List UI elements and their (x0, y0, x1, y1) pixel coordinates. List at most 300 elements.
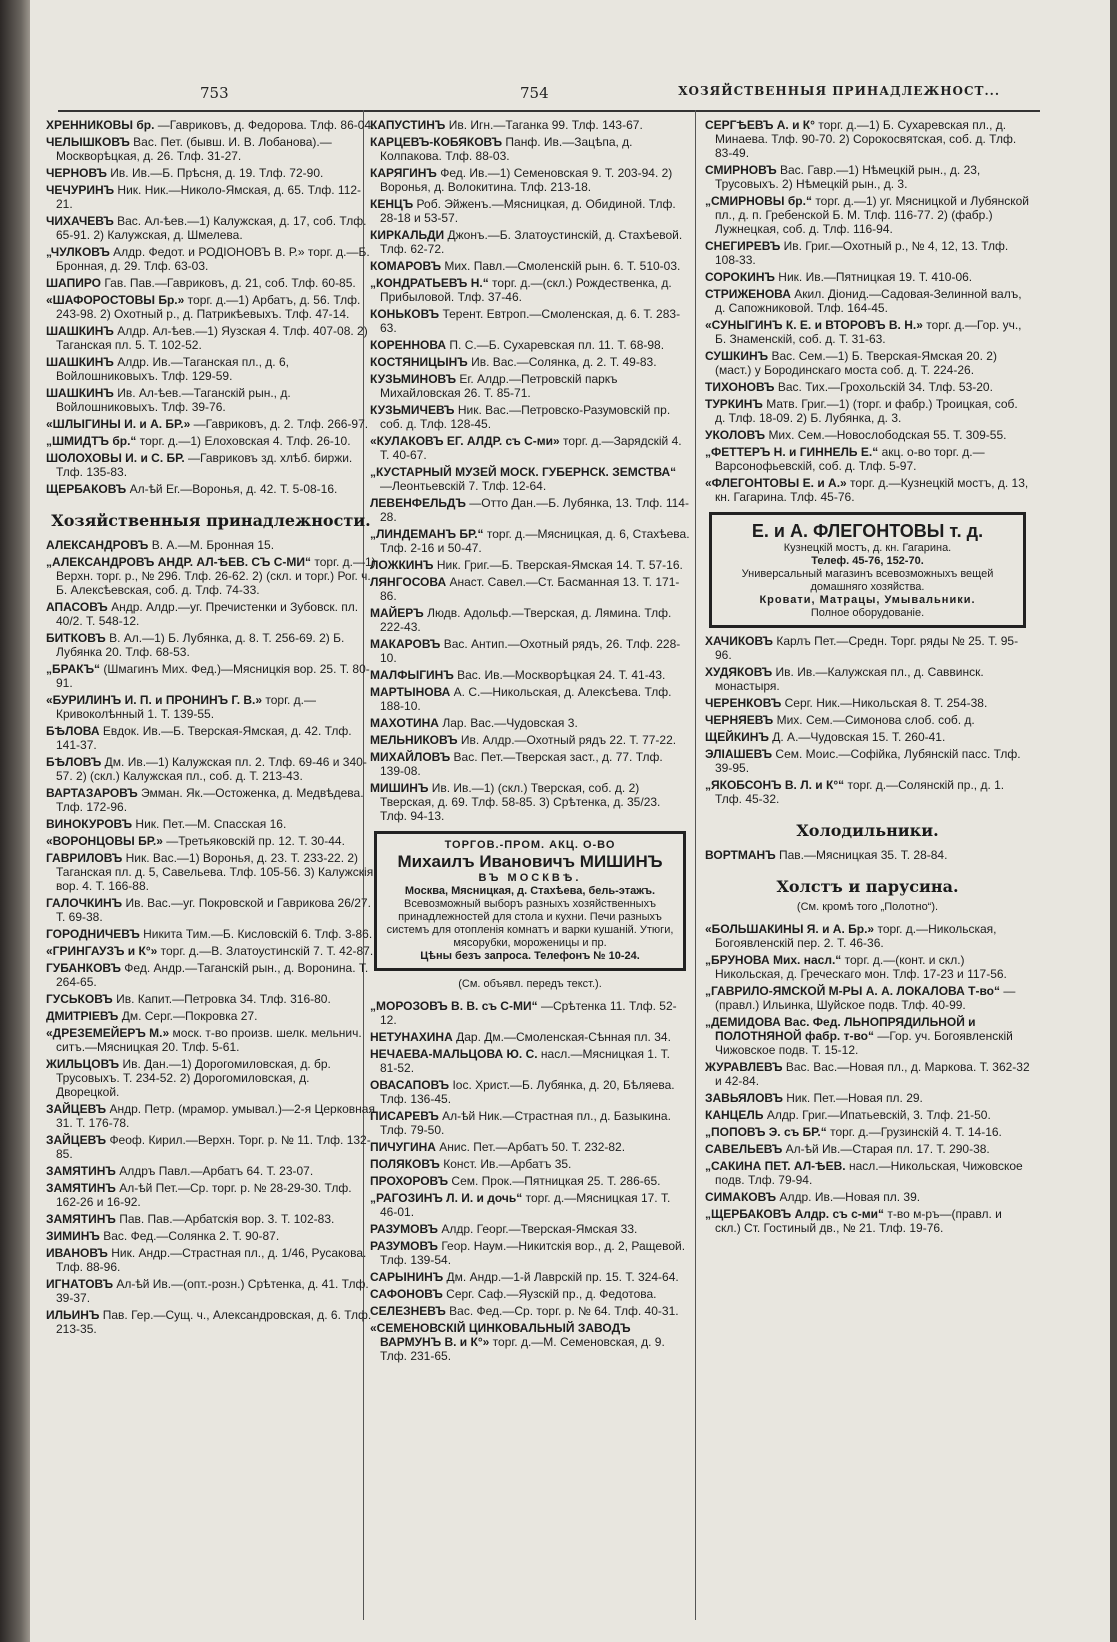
entry-name: МАКАРОВЪ (370, 637, 441, 651)
entry-name: „ШМИДТЪ бр.“ (46, 434, 137, 448)
ad-tagline: Полное оборудованіе. (810, 607, 925, 619)
directory-entry (46, 1009, 376, 1023)
entry-name: СТРИЖЕНОВА (705, 287, 791, 301)
advertisement-box (374, 831, 686, 971)
directory-entry (705, 318, 1030, 346)
directory-entry (705, 713, 1030, 727)
directory-entry (370, 1239, 690, 1267)
entry-details: Геор. Наум.—Никитскія вор., д. 2, Ращевой. Тлф. 139-54. (380, 1239, 686, 1267)
entry-name: «СЕМЕНОВСКІЙ ЦИНКОВАЛЬНЫЙ ЗАВОДЪ ВАРМУНЪ В. и К°» (370, 1321, 631, 1349)
entry-details: Вас. Тих.—Грохольскій 34. Тлф. 53-20. (777, 380, 993, 394)
directory-entry (46, 451, 376, 479)
entry-details: Ив. Ив.—1) (скл.) Тверская, соб. д. 2) Тверская, д. 69. Тлф. 58-85. 3) Срѣтенка, д. 35/23. Тлф. 94-13. (380, 781, 661, 823)
entry-name: «ГРИНГАУЗЪ и К°» (46, 944, 158, 958)
entry-name: КУЗЬМИЧЕВЪ (370, 403, 455, 417)
directory-entry (705, 747, 1030, 775)
directory-entry (705, 194, 1030, 236)
entry-name: ВИНОКУРОВЪ (46, 817, 133, 831)
entry-name: МАЙЕРЪ (370, 606, 424, 620)
directory-entry (705, 922, 1030, 950)
entry-details: Дм. Ив.—1) Калужская пл. 2. Тлф. 69-46 и 340-57. 2) (скл.) Калужская пл., соб. д. Т. 213-43. (56, 755, 367, 783)
entry-name: ГАЛОЧКИНЪ (46, 896, 123, 910)
directory-entry (46, 724, 376, 752)
entry-details: торг. д.—Мясницкая, д. 6, Стахѣева. Тлф. 2-16 и 50-47. (380, 527, 690, 555)
entry-name: ЛЕВЕНФЕЛЬДЪ (370, 496, 466, 510)
entry-details: Карлъ Пет.—Средн. Торг. ряды № 25. Т. 95-96. (715, 634, 1019, 662)
directory-entry (705, 1125, 1030, 1139)
directory-entry (46, 214, 376, 242)
entries-list (46, 538, 376, 1336)
entry-name: МИШИНЪ (370, 781, 429, 795)
directory-entry (705, 118, 1030, 160)
directory-entry (370, 496, 690, 524)
directory-entry (46, 992, 376, 1006)
directory-entry (370, 1191, 690, 1219)
header-rule (58, 110, 1040, 112)
entry-name: СИМАКОВЪ (705, 1190, 777, 1204)
entry-details: торг. д.—(скл.) Рождественка, д. Прибыловой. Тлф. 37-46. (380, 276, 672, 304)
entry-name: „ДЕМИДОВА Вас. Фед. ЛЬНОПРЯДИЛЬНОЙ и ПОЛОТНЯНОЙ фабр. т-во“ (705, 1015, 976, 1043)
entry-name: „МОРОЗОВЪ В. В. съ С-МИ“ (370, 999, 538, 1013)
entry-details: Алдр. Ив.—Новая пл. 39. (779, 1190, 921, 1204)
entry-name: БИТКОВЪ (46, 631, 106, 645)
entry-details: торг. д.—Мясницкая 17. Т. 46-01. (380, 1191, 671, 1219)
ad-description: Всевозможный выборъ разныхъ хозяйственныхъ принадлежностей для стола и кухни. Печи разныхъ системъ для отопленія комнатъ и варки кушаній. Утюги, мясорубки, мороженицы и пр. (386, 898, 674, 949)
entry-details: Ал-ѣй Ег.—Воронья, д. 42. Т. 5-08-16. (129, 482, 338, 496)
entry-details: Ив. Алдр.—Охотный рядъ 22. Т. 77-22. (460, 733, 677, 747)
entry-details: Сем. Моис.—Софійка, Лубянскій пасс. Тлф. 39-95. (715, 747, 1021, 775)
entry-name: КАРЯГИНЪ (370, 166, 437, 180)
entry-name: „КУСТАРНЫЙ МУЗЕЙ МОСК. ГУБЕРНСК. ЗЕМСТВА“ (370, 465, 677, 479)
entry-name: „АЛЕКСАНДРОВЪ АНДР. АЛ-ѢЕВ. СЪ С-МИ“ (46, 555, 311, 569)
directory-entry (46, 417, 376, 431)
entry-name: КОСТЯНИЦЫНЪ (370, 355, 468, 369)
entry-details: торг. д.—Гор. уч., Б. Знаменскій, соб. д. Т. 31-63. (715, 318, 1022, 346)
entry-details: В. Ал.—1) Б. Лубянка, д. 8. Т. 256-69. 2) Б. Лубянка 20. Тлф. 68-53. (56, 631, 345, 659)
directory-entry (46, 927, 376, 941)
column-3 (705, 118, 1030, 1618)
entry-name: „ЯКОБСОНЪ В. Л. и К°“ (705, 778, 845, 792)
entry-details: —Леонтьевскій 7. Тлф. 12-64. (380, 479, 547, 493)
entry-name: ХУДЯКОВЪ (705, 665, 773, 679)
directory-entry (370, 1222, 690, 1236)
entry-details: —Гавриковъ зд. хлѣб. биржи. Тлф. 135-83. (56, 451, 353, 479)
entry-details: Ал-ѣй Пет.—Ср. торг. р. № 28-29-30. Тлф. 162-26 и 16-92. (56, 1181, 352, 1209)
entry-details: Алдр. Ал-ѣев.—1) Яузская 4. Тлф. 407-08. 2) Таганская пл. 5. Т. 102-52. (56, 324, 368, 352)
entry-details: Вас. Ал-ѣев.—1) Калужская, д. 17, соб. Тлф. 65-91. 2) Калужская, д. Шмелева. (56, 214, 367, 242)
entry-name: ЗАЙЦЕВЪ (46, 1102, 107, 1116)
entry-name: «ШАФОРОСТОВЫ Бр.» (46, 293, 185, 307)
entry-details: т-во м-ръ—(правл. и скл.) Ст. Гостиный дв., № 21. Тлф. 19-76. (715, 1207, 1002, 1235)
entry-name: ПРОХОРОВЪ (370, 1174, 449, 1188)
entry-details: Андр. Петр. (мрамор. умывал.)—2-я Церковная 31. Т. 176-78. (56, 1102, 375, 1130)
entry-name: «ШЛЫГИНЫ И. и А. БР.» (46, 417, 191, 431)
entry-details: Джонъ.—Б. Златоустинскій, д. Стахѣевой. Тлф. 62-72. (380, 228, 683, 256)
directory-entry (705, 1091, 1030, 1105)
entry-name: «ДРЕЗЕМЕЙЕРЪ М.» (46, 1026, 170, 1040)
ad-company-type: ТОРГОВ.-ПРОМ. АКЦ. О-ВО (444, 839, 616, 851)
directory-entry (370, 575, 690, 603)
entry-details: Ник. Пет.—М. Спасская 16. (135, 817, 287, 831)
entry-name: „КОНДРАТЬЕВЪ Н.“ (370, 276, 489, 290)
directory-entry (46, 293, 376, 321)
entry-details: Вас. Пет.—Тверская заст., д. 77. Тлф. 139-08. (380, 750, 663, 778)
entry-name: «ВОРОНЦОВЫ БР.» (46, 834, 163, 848)
entry-details: Евдок. Ив.—Б. Тверская-Ямская, д. 42. Тлф. 141-37. (56, 724, 352, 752)
entry-name: ПИЧУГИНА (370, 1140, 436, 1154)
entry-details: Ив. Григ.—Охотный р., № 4, 12, 13. Тлф. 108-33. (715, 239, 1009, 267)
entry-details: торг. д.—1) Елоховская 4. Тлф. 26-10. (139, 434, 351, 448)
directory-entry (705, 778, 1030, 806)
directory-entry (370, 558, 690, 572)
entry-details: Вас. Фед.—Ср. торг. р. № 64. Тлф. 40-31. (449, 1304, 679, 1318)
entry-details: торг. д.—Зарядскій 4. Т. 40-67. (380, 434, 682, 462)
entry-name: СЕРГѢЕВЪ А. и К° (705, 118, 815, 132)
ad-address: Москва, Мясницкая, д. Стахѣева, бель-этажъ. (404, 885, 656, 897)
directory-entry (705, 696, 1030, 710)
entry-details: Мих. Павл.—Смоленскій рын. 6. Т. 510-03. (444, 259, 681, 273)
directory-entry (370, 1321, 690, 1363)
entry-details: Ник. Пет.—Новая пл. 29. (786, 1091, 923, 1105)
entry-name: ГУБАНКОВЪ (46, 961, 121, 975)
entry-name: ЗАВЬЯЛОВЪ (705, 1091, 783, 1105)
entry-name: ИГНАТОВЪ (46, 1277, 114, 1291)
entry-name: ПИСАРЕВЪ (370, 1109, 439, 1123)
entry-name: „ГАВРИЛО-ЯМСКОЙ М-РЫ А. А. ЛОКАЛОВА Т-во“ (705, 984, 1000, 998)
entry-details: Пав.—Мясницкая 35. Т. 28-84. (778, 848, 948, 862)
entry-details: А. С.—Никольская, д. Алексѣева. Тлф. 188-10. (380, 685, 672, 713)
entry-name: ЗАМЯТИНЪ (46, 1212, 116, 1226)
entry-details: Акил. Діонид.—Садовая-Зелинной валъ, д. Сапожниковой. Тлф. 164-45. (715, 287, 1022, 315)
directory-entry (370, 259, 690, 273)
entry-details: торг. д.—Кривоколѣнный 1. Т. 139-55. (56, 693, 317, 721)
entry-name: ШАШКИНЪ (46, 324, 114, 338)
directory-entry (705, 730, 1030, 744)
column-divider (695, 110, 696, 1620)
entry-details: Вас. Пет. (бывш. И. В. Лобанова).—Москворѣцкая, д. 26. Тлф. 31-27. (56, 135, 332, 163)
book-gutter (0, 0, 30, 1642)
entry-details: Ив. Капит.—Петровка 34. Тлф. 316-80. (116, 992, 331, 1006)
entry-details: торг. д.—1) Верхн. торг. р., № 296. Тлф. 26-62. 2) (скл. и торг.) Рог. ч., Б. Алексѣевская, соб. д. Тлф. 74-33. (56, 555, 376, 597)
entry-details: Андр. Алдр.—уг. Пречистенки и Зубовск. пл. 40/2. Т. 548-12. (56, 600, 359, 628)
entry-details: Никита Тим.—Б. Кисловскій 6. Тлф. 3-86. (143, 927, 373, 941)
entry-name: СЕЛЕЗНЕВЪ (370, 1304, 446, 1318)
directory-entry (370, 1270, 690, 1284)
entries-list (705, 922, 1030, 1235)
entry-name: „САКИНА ПЕТ. АЛ-ѢЕВ. (705, 1159, 846, 1173)
entry-name: ЗАМЯТИНЪ (46, 1164, 116, 1178)
directory-entry (370, 1109, 690, 1137)
entry-name: ЛОЖКИНЪ (370, 558, 434, 572)
directory-entry (705, 287, 1030, 315)
entry-name: „РАГОЗИНЪ Л. И. и дочь“ (370, 1191, 523, 1205)
entry-name: РАЗУМОВЪ (370, 1222, 438, 1236)
entry-details: Вас. Фед.—Солянка 2. Т. 90-87. (103, 1229, 280, 1243)
directory-entry (370, 1174, 690, 1188)
entry-name: ГУСЬКОВЪ (46, 992, 113, 1006)
directory-entry (705, 1108, 1030, 1122)
page-number-left: 753 (200, 84, 229, 102)
directory-entry (370, 716, 690, 730)
entry-name: ЧЕРНОВЪ (46, 166, 107, 180)
entry-details: Вас. Гавр.—1) Нѣмецкій рын., д. 23, Трусовыхъ. 2) Нѣмецкій рын., д. 3. (715, 163, 981, 191)
entry-name: КУЗЬМИНОВЪ (370, 372, 457, 386)
ad-phone: Цѣны безъ запроса. Телефонъ № 10-24. (420, 950, 640, 962)
directory-entry (46, 944, 376, 958)
entry-details: Панф. Ив.—Зацѣпа, д. Колпакова. Тлф. 88-03. (380, 135, 633, 163)
directory-entry (705, 665, 1030, 693)
entry-name: „ЩЕРБАКОВЪ Алдр. съ с-ми“ (705, 1207, 884, 1221)
entry-name: ЧЕРНЯЕВЪ (705, 713, 774, 727)
entry-details: Вас. Антип.—Охотный рядъ, 26. Тлф. 228-10. (380, 637, 681, 665)
column-1 (46, 118, 376, 1618)
entry-details: Ив. Ал-ѣев.—Таганскій рын., д. Войлошниковыхъ. Тлф. 39-76. (56, 386, 291, 414)
see-note: (См. объявл. передъ текст.). (458, 978, 602, 990)
entry-name: САРЫНИНЪ (370, 1270, 444, 1284)
entry-details: Д. А.—Чудовская 15. Т. 260-41. (772, 730, 946, 744)
entries-list (370, 999, 690, 1363)
entry-details: торг. д.—1) Б. Сухаревская пл., д. Минаева. Тлф. 90-70. 2) Сорокосвятская, соб. д. Тлф. 83-49. (715, 118, 1017, 160)
directory-entry (705, 239, 1030, 267)
entry-details: —Третьяковскій пр. 12. Т. 30-44. (166, 834, 345, 848)
entry-name: ЭЛІАШЕВЪ (705, 747, 773, 761)
section-heading: Холстъ и парусина. (776, 877, 959, 896)
directory-entry (705, 1015, 1030, 1057)
entry-details: Мих. Сем.—Новослободская 55. Т. 309-55. (768, 428, 1007, 442)
entry-details: торг. д.—Никольская, Богоявленскій пер. 2. Т. 46-36. (715, 922, 997, 950)
entry-details: Терент. Евтроп.—Смоленская, д. 6. Т. 283-63. (380, 307, 681, 335)
directory-entry (46, 786, 376, 814)
directory-entry (370, 606, 690, 634)
directory-entry (370, 1157, 690, 1171)
section-note: (См. кромѣ того „Полотно“). (796, 901, 939, 913)
entry-name: САФОНОВЪ (370, 1287, 443, 1301)
directory-entry (46, 631, 376, 659)
entry-name: «БОЛЬШАКИНЫ Я. и А. Бр.» (705, 922, 875, 936)
entry-details: торг. д.—Солянскій пр., д. 1. Тлф. 45-32. (715, 778, 1005, 806)
entry-name: ЩЕЙКИНЪ (705, 730, 769, 744)
entry-name: ЗАМЯТИНЪ (46, 1181, 116, 1195)
section-heading: Хозяйственныя принадлежности. (51, 511, 371, 530)
entry-details: Вас. Ив.—Москворѣцкая 24. Т. 41-43. (457, 668, 666, 682)
entry-details: Пав. Гер.—Сущ. ч., Александровская, д. 6. Тлф. 213-35. (56, 1308, 372, 1336)
entry-name: ИЛЬИНЪ (46, 1308, 100, 1322)
entry-details: (Шмагинъ Мих. Фед.)—Мясницкія вор. 25. Т. 80-91. (56, 662, 370, 690)
entry-details: Пав. Пав.—Арбатскія вор. 3. Т. 102-83. (119, 1212, 335, 1226)
entry-details: Анаст. Савел.—Ст. Басманная 13. Т. 171-86. (380, 575, 680, 603)
directory-entry (370, 434, 690, 462)
entry-name: НЕЧАЕВА-МАЛЬЦОВА Ю. С. (370, 1047, 538, 1061)
directory-entry (46, 355, 376, 383)
entry-name: ИВАНОВЪ (46, 1246, 108, 1260)
entry-name: ЧЕЧУРИНЪ (46, 183, 115, 197)
entry-name: ШАШКИНЪ (46, 355, 114, 369)
directory-entry (46, 693, 376, 721)
directory-entry (370, 403, 690, 431)
directory-entry (370, 685, 690, 713)
entries-list (705, 848, 1030, 862)
directory-entry (46, 896, 376, 924)
entry-details: Сем. Прок.—Пятницкая 25. Т. 286-65. (451, 1174, 661, 1188)
entry-name: УКОЛОВЪ (705, 428, 766, 442)
directory-entry (46, 817, 376, 831)
entry-name: АЛЕКСАНДРОВЪ (46, 538, 149, 552)
directory-entry (46, 1102, 376, 1130)
entry-details: насл.—Мясницкая 1. Т. 81-52. (380, 1047, 670, 1075)
book-edge (1110, 0, 1117, 1642)
entry-name: ЖИЛЬЦОВЪ (46, 1057, 120, 1071)
entry-name: МАРТЫНОВА (370, 685, 451, 699)
entry-name: ЗИМИНЪ (46, 1229, 100, 1243)
entry-details: Ив. Ив.—Б. Прѣсня, д. 19. Тлф. 72-90. (110, 166, 324, 180)
entries-list (705, 634, 1030, 806)
entry-details: Людв. Адольф.—Тверская, д. Лямина. Тлф. 222-43. (380, 606, 672, 634)
entry-details: Алдр. Георг.—Тверская-Ямская 33. (441, 1222, 638, 1236)
entry-details: Дм. Серг.—Покровка 27. (121, 1009, 258, 1023)
ad-city: ВЪ МОСКВѢ. (478, 872, 582, 884)
entry-name: „ПОПОВЪ Э. съ БР.“ (705, 1125, 827, 1139)
entry-name: ТИХОНОВЪ (705, 380, 775, 394)
directory-entry (46, 600, 376, 628)
entry-name: ЩЕРБАКОВЪ (46, 482, 127, 496)
directory-entry (46, 1277, 376, 1305)
directory-entry (46, 1026, 376, 1054)
entry-details: Ив. Вас.—Солянка, д. 2. Т. 49-83. (471, 355, 657, 369)
entry-name: БѢЛОВЪ (46, 755, 102, 769)
directory-entry (370, 733, 690, 747)
entry-name: „ЧУЛКОВЪ (46, 245, 110, 259)
directory-entry (46, 135, 376, 163)
page-number-center: 754 (520, 84, 549, 102)
directory-entry (370, 1047, 690, 1075)
entry-details: Мих. Сем.—Симонова слоб. соб. д. (776, 713, 975, 727)
entry-name: ТУРКИНЪ (705, 397, 763, 411)
entry-details: моск. т-во произв. шелк. мельнич. ситъ.—Мясницкая 20. Тлф. 5-61. (56, 1026, 362, 1054)
entry-name: ЧЕЛЫШКОВЪ (46, 135, 130, 149)
entry-name: РАЗУМОВЪ (370, 1239, 438, 1253)
directory-entry (46, 1246, 376, 1274)
entry-name: «БУРИЛИНЪ И. П. и ПРОНИНЪ Г. В.» (46, 693, 263, 707)
entry-details: —Срѣтенка 11. Тлф. 52-12. (380, 999, 677, 1027)
entry-name: САВЕЛЬЕВЪ (705, 1142, 783, 1156)
entry-name: КЕНЦЪ (370, 197, 414, 211)
entry-details: —Гавриковъ, д. Федорова. Тлф. 86-04. (157, 118, 375, 132)
entry-name: ПОЛЯКОВЪ (370, 1157, 440, 1171)
entry-details: —(правл.) Ильинка, Шуйское подв. Тлф. 40-99. (715, 984, 1016, 1012)
directory-entry (705, 349, 1030, 377)
entry-name: КАПУСТИНЪ (370, 118, 446, 132)
entry-details: торг. д.—1) Арбатъ, д. 56. Тлф. 243-98. 2) Охотный р., д. Патрикѣевыхъ. Тлф. 47-14. (56, 293, 361, 321)
directory-entry (705, 984, 1030, 1012)
entry-details: Конст. Ив.—Арбатъ 35. (443, 1157, 572, 1171)
entry-name: СМИРНОВЪ (705, 163, 777, 177)
entry-details: Алдръ Павл.—Арбатъ 64. Т. 23-07. (119, 1164, 314, 1178)
entry-details: Фед. Ив.—1) Семеновская 9. Т. 203-94. 2) Воронья, д. Волокитина. Тлф. 213-18. (380, 166, 673, 194)
directory-entry (46, 538, 376, 552)
entry-details: торг. д.—Грузинскій 4. Т. 14-16. (830, 1125, 1002, 1139)
entry-details: насл.—Никольская, Чижовское подв. Тлф. 79-94. (715, 1159, 1023, 1187)
directory-entry (370, 637, 690, 665)
entry-name: МАЛФЫГИНЪ (370, 668, 454, 682)
entry-details: Ник. Андр.—Страстная пл., д. 1/46, Русакова. Тлф. 88-96. (56, 1246, 367, 1274)
directory-entry (370, 166, 690, 194)
entry-name: ШОЛОХОВЫ И. и С. БР. (46, 451, 185, 465)
column-2 (370, 118, 690, 1618)
ad-company-name: Михаилъ Ивановичъ МИШИНЪ (397, 852, 663, 871)
entry-name: КОМАРОВЪ (370, 259, 442, 273)
entry-name: ЗАЙЦЕВЪ (46, 1133, 107, 1147)
entry-name: МЕЛЬНИКОВЪ (370, 733, 458, 747)
directory-entry (46, 662, 376, 690)
entry-name: „ЛИНДЕМАНЪ БР.“ (370, 527, 484, 541)
directory-entry (46, 166, 376, 180)
entry-details: Матв. Григ.—1) (торг. и фабр.) Троицкая, соб. д. Тлф. 18-09. 2) Б. Лубянка, д. 3. (715, 397, 1018, 425)
directory-entry (705, 634, 1030, 662)
entry-details: —Гор. уч. Богоявленскій Чижовское подв. Т. 15-12. (715, 1029, 1013, 1057)
directory-entry (46, 183, 376, 211)
entry-name: ВОРТМАНЪ (705, 848, 776, 862)
entry-name: «ФЛЕГОНТОВЫ Е. и А.» (705, 476, 847, 490)
directory-entry (370, 465, 690, 493)
entry-details: Ив. Вас.—уг. Покровской и Гаврикова 26/27. Т. 69-38. (56, 896, 371, 924)
directory-entry (46, 1164, 376, 1178)
ad-products: Кровати, Матрацы, Умывальники. (759, 594, 976, 606)
entry-details: В. А.—М. Бронная 15. (151, 538, 275, 552)
entry-name: КОНЬКОВЪ (370, 307, 440, 321)
directory-entry (370, 1304, 690, 1318)
directory-entry (370, 999, 690, 1027)
entry-name: „БРУНОВА Мих. насл.“ (705, 953, 842, 967)
entry-details: Алдр. Григ.—Ипатьевскій, 3. Тлф. 21-50. (766, 1108, 991, 1122)
entry-details: Ник. Ник.—Николо-Ямская, д. 65. Тлф. 112-21. (56, 183, 362, 211)
directory-page (30, 0, 1110, 1642)
entry-details: Ал-ѣй Ив.—(опт.-розн.) Срѣтенка, д. 41. Тлф. 39-37. (56, 1277, 369, 1305)
directory-entry (46, 1057, 376, 1099)
entry-details: Лар. Вас.—Чудовская 3. (442, 716, 578, 730)
entry-details: Ник. Вас.—1) Воронья, д. 23. Т. 233-22. 2) Таганская пл. д. 5, Савельева. Тлф. 105-56. 3) Калужскія вор. 4. Т. 166-88. (56, 851, 374, 893)
advertisement-box (709, 512, 1026, 628)
directory-entry (46, 434, 376, 448)
entry-details: Ник. Вас.—Петровско-Разумовскій пр. соб. д. Тлф. 128-45. (380, 403, 671, 431)
directory-entry (46, 118, 376, 132)
entry-name: КИРКАЛЬДИ (370, 228, 445, 242)
entry-name: АПАСОВЪ (46, 600, 108, 614)
entry-details: торг. д.—В. Златоустинскій 7. Т. 42-87. (160, 944, 374, 958)
entry-details: Феоф. Кирил.—Верхн. Торг. р. № 11. Тлф. 132-85. (56, 1133, 371, 1161)
directory-entry (705, 380, 1030, 394)
directory-entry (370, 338, 690, 352)
entry-name: КОРЕННОВА (370, 338, 447, 352)
entry-name: ОВАСАПОВЪ (370, 1078, 450, 1092)
directory-entry (705, 476, 1030, 504)
entry-name: СОРОКИНЪ (705, 270, 775, 284)
directory-entry (705, 445, 1030, 473)
entry-name: СНЕГИРЕВЪ (705, 239, 781, 253)
directory-entry (46, 482, 376, 496)
directory-entry (370, 1030, 690, 1044)
directory-entry (370, 197, 690, 225)
entry-details: торг. д.—М. Семеновская, д. 9. Тлф. 231-65. (380, 1335, 665, 1363)
directory-entry (46, 1133, 376, 1161)
ad-description: Универсальный магазинъ всевозможныхъ вещей домашняго хозяйства. (741, 568, 994, 593)
directory-entry (370, 1140, 690, 1154)
directory-entry (705, 270, 1030, 284)
directory-entry (370, 668, 690, 682)
ad-address: Кузнецкій мостъ, д. кн. Гагарина. (783, 542, 952, 554)
directory-entry (46, 1308, 376, 1336)
entry-name: БѢЛОВА (46, 724, 100, 738)
entry-details: Ник. Ив.—Пятницкая 19. Т. 410-06. (778, 270, 973, 284)
